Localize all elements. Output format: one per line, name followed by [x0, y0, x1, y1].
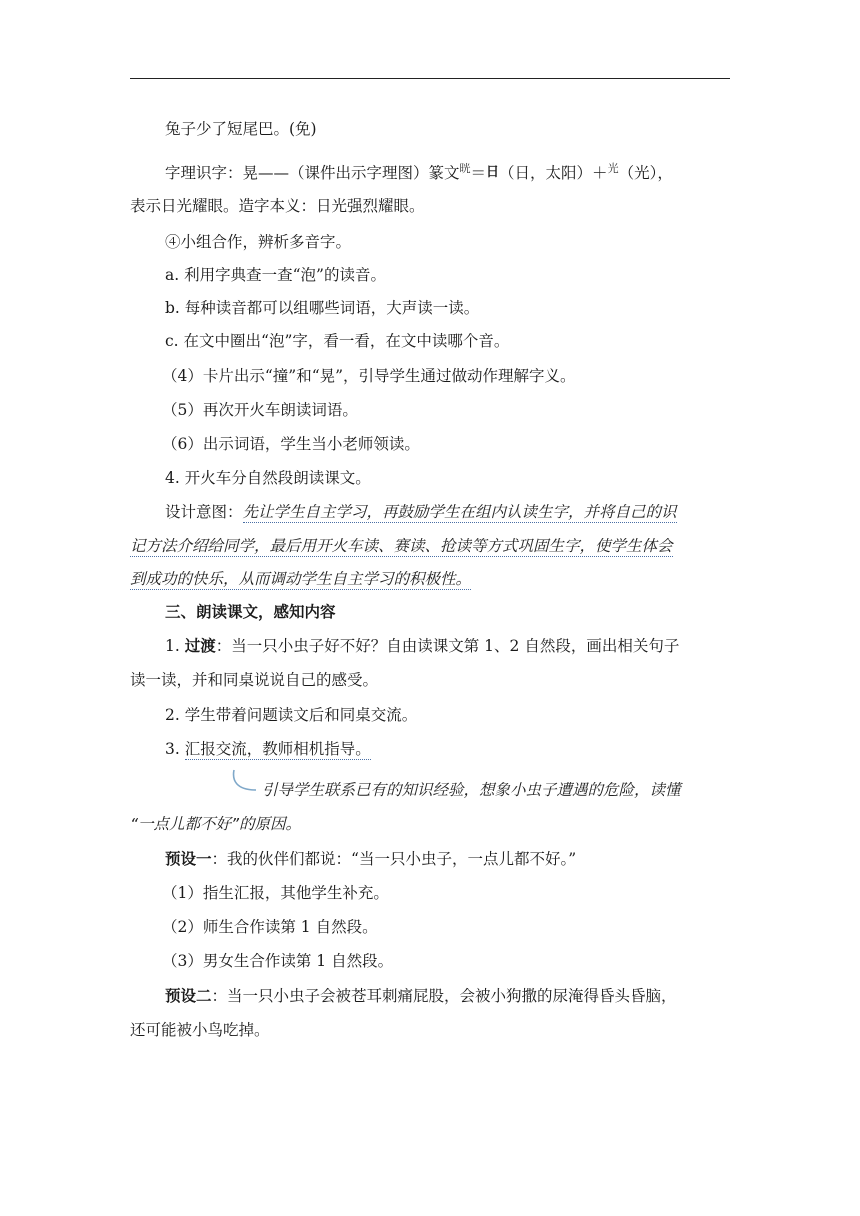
annotation-curve-icon: [230, 768, 260, 794]
preset-one-line: [165, 848, 576, 870]
text-line-9: （5）再次开火车朗读词语。: [162, 401, 358, 419]
text-line-19: [165, 738, 371, 760]
text-segment: 1.: [165, 637, 185, 655]
annotation-line-2: “一点儿都不好”的原因。: [130, 815, 302, 833]
text-line-8: （4）卡片出示“撞”和“晃”，引导学生通过做动作理解字义。: [162, 367, 576, 385]
text-line-2: [165, 158, 673, 184]
text-segment: （日，太阳）＋: [499, 164, 608, 182]
text-line-3: 表示日光耀眼。造字本义：日光强烈耀眼。: [130, 197, 425, 215]
text-line-6: b. 每种读音都可以组哪些词语，大声读一读。: [165, 299, 480, 317]
text-segment: ：当一只小虫子会被苍耳刺痛屁股，会被小狗撒的尿淹得昏头昏脑，: [211, 987, 677, 1005]
design-intent-label: 设计意图：: [165, 503, 243, 521]
text-line-5: a. 利用字典查一查“泡”的读音。: [165, 266, 386, 284]
section-heading: 三、朗读课文，感知内容: [165, 603, 336, 621]
text-line-4: ④小组合作，辨析多音字。: [165, 233, 352, 251]
keyword-preset-two: 预设二: [165, 987, 212, 1005]
annotation-line-1: 引导学生联系已有的知识经验，想象小虫子遭遇的危险，读懂: [262, 781, 681, 799]
text-line-24: （2）师生合作读第 1 自然段。: [162, 918, 378, 936]
text-line-25: （3）男女生合作读第 1 自然段。: [162, 952, 394, 970]
keyword-transition: 过渡: [184, 637, 216, 655]
text-line-1: 兔子少了短尾巴。(免): [165, 120, 317, 138]
design-intent-text: 记方法介绍给同学，最后用开火车读、赛读、抢读等方式巩固生字，使学生体会: [130, 537, 673, 555]
text-segment: 字理识字：晃——（课件出示字理图）篆文: [165, 164, 460, 182]
text-segment: ：我的伙伴们都说：“当一只小虫子，一点儿都不好。”: [211, 850, 577, 868]
text-line-16: [165, 635, 679, 657]
text-line-10: （6）出示词语，学生当小老师领读。: [162, 435, 420, 453]
seal-script-glyph-guang: 光: [607, 162, 619, 175]
text-line-23: （1）指生汇报，其他学生补充。: [162, 884, 389, 902]
design-intent-text: 到成功的快乐，从而调动学生自主学习的积极性。: [130, 570, 472, 588]
underlined-text: 汇报交流，教师相机指导。: [184, 740, 371, 758]
design-intent-text: 先让学生自主学习，再鼓励学生在组内认读生字，并将自己的识: [242, 503, 677, 521]
design-intent-line-2: [130, 535, 673, 557]
design-intent-line-1: [165, 501, 677, 523]
text-line-17: 读一读，并和同桌说说自己的感受。: [130, 671, 379, 689]
text-line-18: 2. 学生带着问题读文后和同桌交流。: [165, 706, 418, 724]
text-segment: ＝: [470, 164, 487, 182]
text-line-7: c. 在文中圈出“泡”字，看一看，在文中读哪个音。: [165, 332, 510, 350]
text-segment: （光），: [618, 164, 673, 182]
text-line-11: 4. 开火车分自然段朗读课文。: [165, 469, 371, 487]
design-intent-line-3: [130, 568, 471, 590]
seal-script-glyph-ri: 日: [486, 165, 500, 180]
keyword-preset-one: 预设一: [165, 850, 212, 868]
text-line-27: 还可能被小鸟吃掉。: [130, 1021, 270, 1039]
text-segment: 3.: [165, 740, 185, 758]
seal-script-glyph-huang: 晄: [459, 162, 471, 175]
text-segment: ：当一只小虫子好不好？自由读课文第 1、2 自然段，画出相关句子: [215, 637, 680, 655]
preset-two-line: [165, 985, 677, 1007]
header-rule: [130, 78, 730, 79]
